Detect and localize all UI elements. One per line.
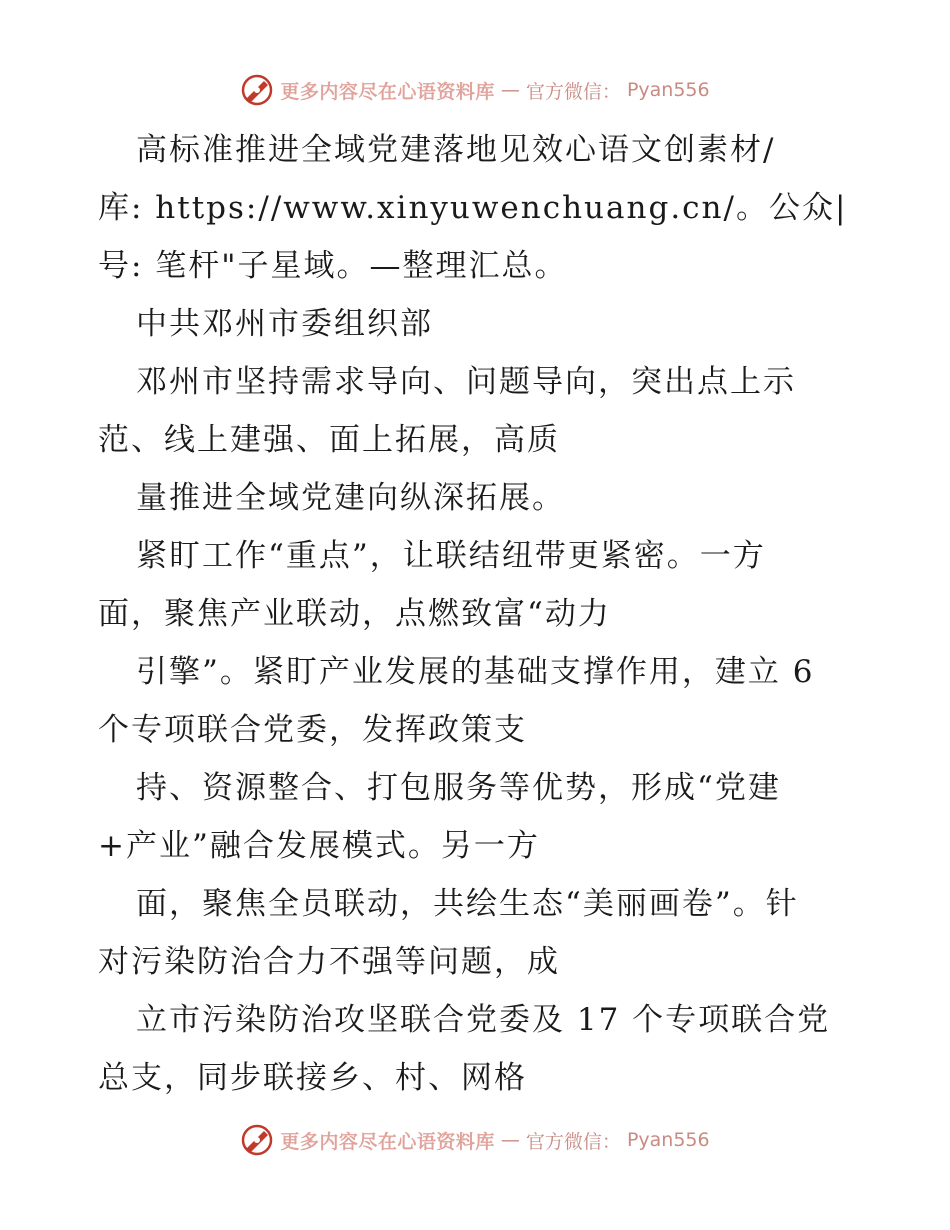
banner-wechat-label: 官方微信： [525,1130,621,1153]
text-line: 个专项联合党委，发挥政策支 [98,712,527,748]
text-line: 立市污染防治攻坚联合党委及 17 个专项联合党 [136,1002,831,1038]
text-line: 中共邓州市委组织部 [136,306,433,342]
pen-logo-icon [240,1123,274,1157]
banner-dash: — [500,1129,520,1151]
text-line: 总支，同步联接乡、村、网格 [98,1060,527,1096]
banner-wechat-id: Pyan556 [626,79,710,101]
text-line: 号: 笔杆"子星域。—整理汇总。 [98,248,568,284]
text-line: 库: https://www.xinyuwenchuang.cn/。公众| [98,190,848,226]
banner-main-text: 更多内容尽在心语资料库 [280,1130,495,1153]
banner-wechat-id: Pyan556 [626,1129,710,1151]
text-line: 对污染防治合力不强等问题，成 [98,944,560,980]
text-line: 量推进全域党建向纵深拓展。 [136,480,565,516]
document-body [98,121,858,1107]
text-line: 持、资源整合、打包服务等优势，形成“党建 [136,770,781,806]
banner-main-text: 更多内容尽在心语资料库 [280,80,495,103]
header-banner [0,70,950,110]
text-line: 面，聚焦产业联动，点燃致富“动力 [98,596,611,632]
text-line: 引擎”。紧盯产业发展的基础支撑作用，建立 6 [136,654,815,690]
banner-wechat-label: 官方微信： [525,80,621,103]
footer-banner [0,1120,950,1160]
text-line: 范、线上建强、面上拓展，高质 [98,422,560,458]
text-line: 高标准推进全域党建落地见效心语文创素材/ [136,132,776,168]
banner-dash: — [500,79,520,101]
pen-logo-icon [240,73,274,107]
text-line: 邓州市坚持需求导向、问题导向，突出点上示 [136,364,796,400]
text-line: 面，聚焦全员联动，共绘生态“美丽画卷”。针 [136,886,799,922]
text-line: 紧盯工作“重点”，让联结纽带更紧密。一方 [136,538,766,574]
text-line: +产业”融合发展模式。另一方 [98,828,540,864]
